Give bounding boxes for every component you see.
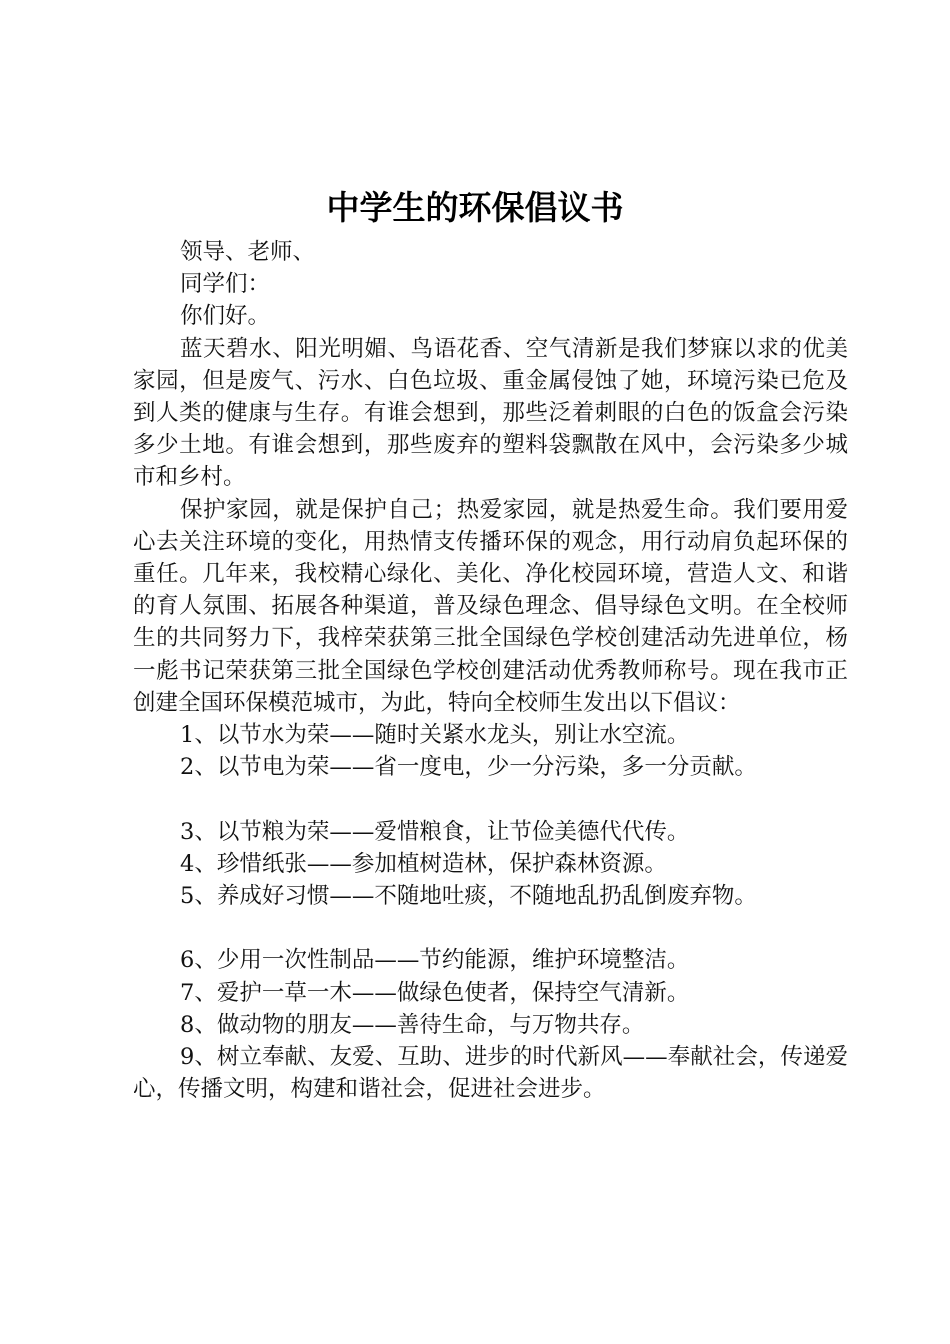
proposal-item: 5、养成好习惯——不随地吐痰，不随地乱扔乱倒废弃物。 — [180, 883, 757, 910]
proposal-item: 8、做动物的朋友——善待生命，与万物共存。 — [180, 1011, 645, 1038]
proposal-item: 6、少用一次性制品——节约能源，维护环境整洁。 — [180, 947, 690, 974]
proposal-item: 9、树立奉献、友爱、互助、进步的时代新风——奉献社会，传递爱心，传播文明，构建和谐社会，促进社会进步。 — [133, 1044, 848, 1103]
greeting-line: 同学们： — [180, 271, 271, 298]
greeting-line: 你们好。 — [180, 303, 271, 330]
proposal-item: 4、珍惜纸张——参加植树造林，保护森林资源。 — [180, 850, 667, 877]
document-body — [133, 236, 848, 1105]
document-title: 中学生的环保倡议书 — [326, 188, 624, 227]
body-paragraph: 保护家园，就是保护自己；热爱家园，就是热爱生命。我们要用爱心去关注环境的变化，用热情支传播环保的观念，用行动肩负起环保的重任。几年来，我校精心绿化、美化、净化校园环境，营造人文、和谐的育人氛围、拓展各种渠道，普及绿色理念、倡导绿色文明。在全校师生的共同努力下，我梓荣获第三批全国绿色学校创建活动先进单位，杨一彪书记荣获第三批全国绿色学校创建活动优秀教师称号。现在我市正创建全国环保模范城市，为此，特向全校师生发出以下倡议： — [133, 496, 848, 716]
body-paragraph: 蓝天碧水、阳光明媚、鸟语花香、空气清新是我们梦寐以求的优美家园，但是废气、污水、白色垃圾、重金属侵蚀了她，环境污染已危及到人类的健康与生存。有谁会想到，那些泛着刺眼的白色的饭盒会污染多少土地。有谁会想到，那些废弃的塑料袋飘散在风中，会污染多少城市和乡村。 — [133, 335, 848, 491]
proposal-item: 2、以节电为荣——省一度电，少一分污染，多一分贡献。 — [180, 754, 757, 781]
proposal-item: 7、爱护一草一木——做绿色使者，保持空气清新。 — [180, 979, 690, 1006]
proposal-item: 3、以节粮为荣——爱惜粮食，让节俭美德代代传。 — [180, 818, 690, 845]
proposal-item: 1、以节水为荣——随时关紧水龙头，别让水空流。 — [180, 722, 690, 749]
greeting-line: 领导、老师、 — [180, 239, 316, 265]
